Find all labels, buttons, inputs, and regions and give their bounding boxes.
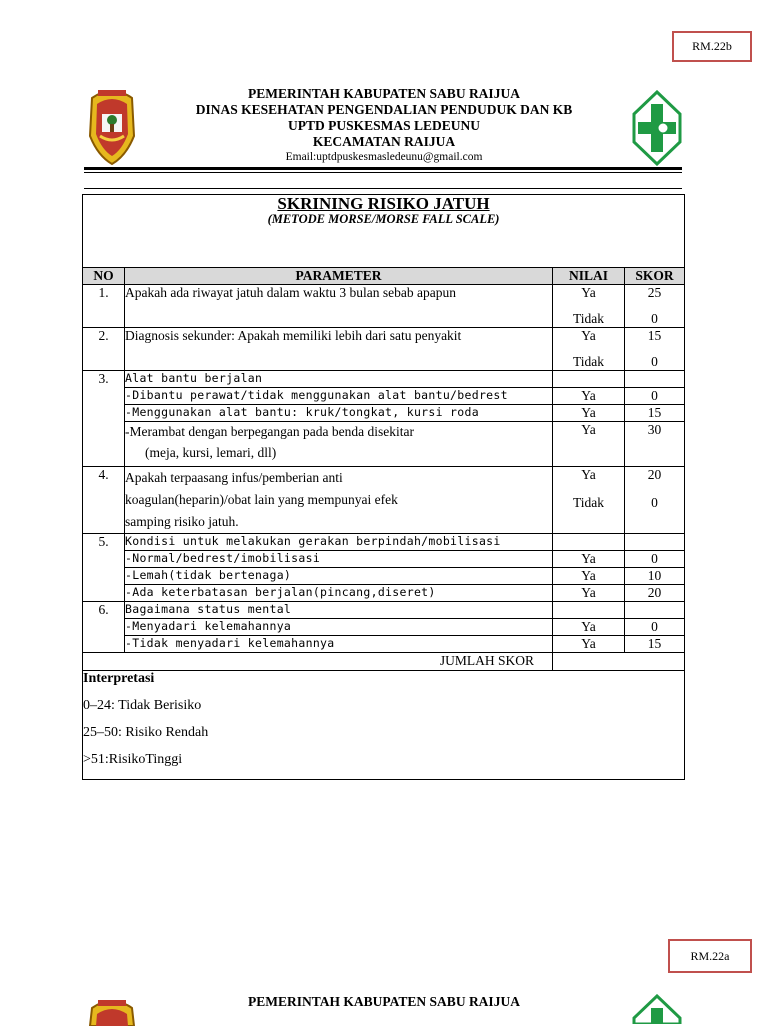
- table-row-q1: [83, 285, 685, 328]
- table-row-q6: [83, 602, 685, 619]
- option-text: -Menggunakan alat bantu: kruk/tongkat, kursi roda: [125, 405, 553, 422]
- regency-emblem-icon: [86, 996, 138, 1026]
- form-subtitle: (METODE MORSE/MORSE FALL SCALE): [267, 212, 500, 226]
- letterhead-line-1: PEMERINTAH KABUPATEN SABU RAIJUA: [248, 86, 520, 101]
- interpretation-block: [83, 671, 685, 780]
- table-row-q4: [83, 467, 685, 534]
- score-cell: [625, 467, 685, 534]
- score-ya: 20: [647, 467, 662, 482]
- interpretation-line-2: 25–50: Risiko Rendah: [83, 725, 209, 740]
- option-text: -Normal/bedrest/imobilisasi: [125, 551, 553, 568]
- form-title: SKRINING RISIKO JATUH: [277, 194, 490, 213]
- option-value: Ya: [553, 422, 625, 467]
- score-tidak: 0: [651, 311, 658, 326]
- total-row: [83, 653, 685, 671]
- option-score: 0: [625, 388, 685, 405]
- question-text: Bagaimana status mental: [125, 602, 553, 619]
- option-score: 0: [625, 551, 685, 568]
- row-number: 3.: [83, 371, 125, 467]
- letterhead-line-3: UPTD PUSKESMAS LEDEUNU: [287, 118, 481, 133]
- score-ya: 15: [647, 328, 662, 343]
- option-text: [125, 422, 553, 467]
- table-row-option: [83, 551, 685, 568]
- total-label: JUMLAH SKOR: [83, 653, 553, 671]
- row-number: 1.: [83, 285, 125, 328]
- table-row-q2: [83, 328, 685, 371]
- form-code-bottom: RM.22a: [668, 939, 752, 973]
- option-score: 20: [625, 585, 685, 602]
- letterhead-line-2: DINAS KESEHATAN PENGENDALIAN PENDUDUK DAN KB: [195, 102, 573, 117]
- table-row-option: [83, 405, 685, 422]
- value-tidak: Tidak: [572, 311, 604, 326]
- regency-emblem-icon: [86, 86, 138, 166]
- score-cell: [625, 328, 685, 371]
- letterhead-rule-thin: [84, 172, 682, 173]
- table-row-option: [83, 636, 685, 653]
- option-value: Ya: [553, 551, 625, 568]
- table-row-option: [83, 388, 685, 405]
- option-value: Ya: [553, 636, 625, 653]
- question-text: [125, 467, 553, 534]
- row-number: 2.: [83, 328, 125, 371]
- option-value: Ya: [553, 388, 625, 405]
- section-divider: [84, 188, 682, 189]
- header-no: NO: [83, 268, 125, 285]
- score-cell: [625, 285, 685, 328]
- option-text: -Tidak menyadari kelemahannya: [125, 636, 553, 653]
- row-number: 5.: [83, 534, 125, 602]
- option-score: 10: [625, 568, 685, 585]
- option-text: -Ada keterbatasan berjalan(pincang,diseret): [125, 585, 553, 602]
- score-tidak: 0: [651, 354, 658, 369]
- value-ya: Ya: [581, 285, 596, 300]
- value-cell: [553, 328, 625, 371]
- option-value: Ya: [553, 585, 625, 602]
- option-value: Ya: [553, 405, 625, 422]
- option-text: -Menyadari kelemahannya: [125, 619, 553, 636]
- table-row-option: [83, 619, 685, 636]
- value-tidak: Tidak: [572, 354, 604, 369]
- table-header: [83, 268, 685, 285]
- interpretation-line-3: >51:RisikoTinggi: [83, 752, 183, 767]
- option-text: -Dibantu perawat/tidak menggunakan alat bantu/bedrest: [125, 388, 553, 405]
- option-score: 15: [625, 405, 685, 422]
- letterhead-email: Email:uptdpuskesmasledeunu@gmail.com: [285, 151, 483, 163]
- value-ya: Ya: [581, 467, 596, 482]
- value-ya: Ya: [581, 328, 596, 343]
- puskesmas-logo-icon: [632, 994, 682, 1024]
- interpretation-title: Interpretasi: [83, 671, 155, 686]
- letterhead-line-1: PEMERINTAH KABUPATEN SABU RAIJUA: [248, 994, 520, 1009]
- form-title-cell: [83, 195, 685, 268]
- table-row-q3: [83, 371, 685, 388]
- fall-risk-form: [82, 194, 685, 780]
- puskesmas-logo-icon: [632, 90, 682, 166]
- option-score: 0: [625, 619, 685, 636]
- value-cell: [553, 467, 625, 534]
- row-number: 6.: [83, 602, 125, 653]
- header-nilai: NILAI: [553, 268, 625, 285]
- option-value: Ya: [553, 619, 625, 636]
- option-score: 15: [625, 636, 685, 653]
- table-row-q5: [83, 534, 685, 551]
- option-value: Ya: [553, 568, 625, 585]
- question-line-2: koagulan(heparin)/obat lain yang mempunyai efek: [125, 492, 398, 507]
- score-ya: 25: [647, 285, 662, 300]
- option-line-2: (meja, kursi, lemari, dll): [145, 445, 277, 460]
- row-number: 4.: [83, 467, 125, 534]
- option-line-1: -Merambat dengan berpegangan pada benda disekitar: [125, 424, 414, 439]
- interpretation-row: [83, 671, 685, 780]
- header-parameter: PARAMETER: [125, 268, 553, 285]
- table-row-option: [83, 568, 685, 585]
- total-value[interactable]: [553, 653, 685, 671]
- letterhead-rule-thick: [84, 167, 682, 170]
- table-row-option: [83, 585, 685, 602]
- question-text: Apakah ada riwayat jatuh dalam waktu 3 bulan sebab apapun: [125, 285, 553, 328]
- table-row-option: [83, 422, 685, 467]
- value-tidak: Tidak: [572, 495, 604, 510]
- header-skor: SKOR: [625, 268, 685, 285]
- question-line-1: Apakah terpaasang infus/pemberian anti: [125, 470, 343, 485]
- letterhead: [0, 86, 768, 165]
- question-text: Diagnosis sekunder: Apakah memiliki lebih dari satu penyakit: [125, 328, 553, 371]
- score-tidak: 0: [651, 495, 658, 510]
- letterhead-line-4: KECAMATAN RAIJUA: [312, 134, 456, 149]
- value-cell: [553, 285, 625, 328]
- question-line-3: samping risiko jatuh.: [125, 514, 239, 529]
- option-score: 30: [625, 422, 685, 467]
- interpretation-line-1: 0–24: Tidak Berisiko: [83, 698, 202, 713]
- form-code-top: RM.22b: [672, 31, 752, 62]
- question-text: Alat bantu berjalan: [125, 371, 553, 388]
- question-text: Kondisi untuk melakukan gerakan berpindah/mobilisasi: [125, 534, 553, 551]
- option-text: -Lemah(tidak bertenaga): [125, 568, 553, 585]
- letterhead-second: [0, 994, 768, 1010]
